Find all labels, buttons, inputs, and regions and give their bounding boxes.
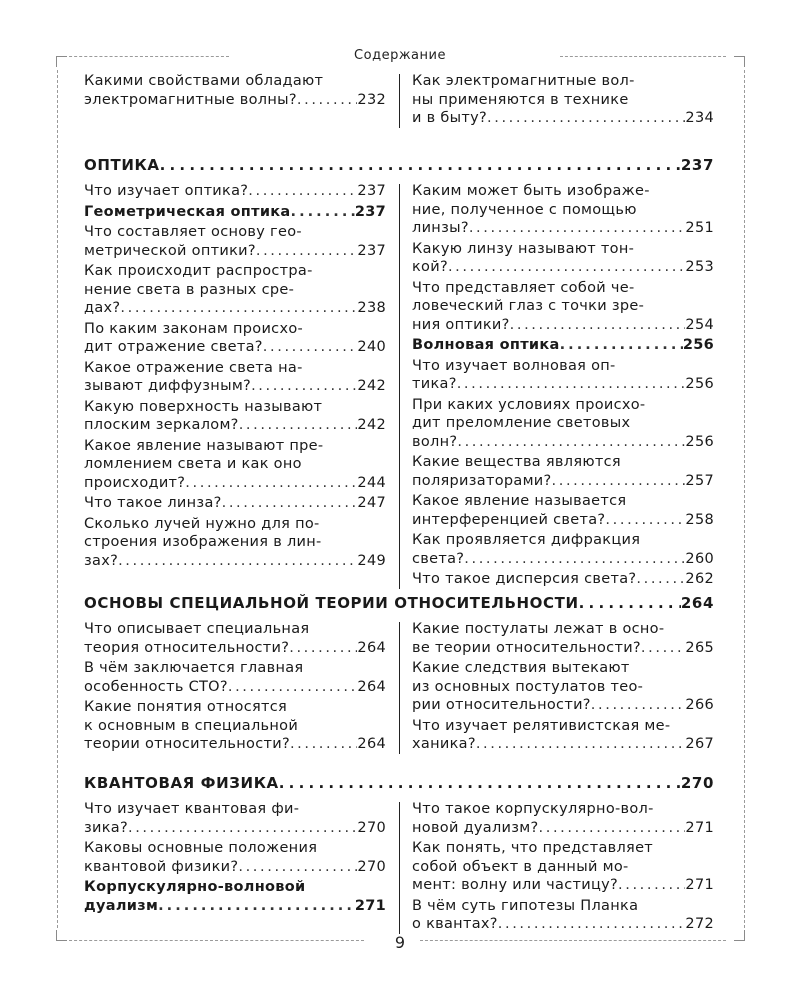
section-title: ОСНОВЫ СПЕЦИАЛЬНОЙ ТЕОРИИ ОТНОСИТЕЛЬНОСТИ bbox=[84, 594, 579, 612]
entry-text-line: Что изучает оптика? bbox=[84, 183, 249, 199]
leader-dots bbox=[279, 774, 681, 792]
toc-entry[interactable] bbox=[84, 515, 386, 571]
leader-dots bbox=[158, 897, 355, 916]
entry-text-line: Какие постулаты лежат в осно- bbox=[412, 621, 665, 637]
entry-last-line bbox=[412, 511, 714, 530]
toc-column-right bbox=[412, 182, 714, 591]
leader-dots bbox=[238, 858, 357, 877]
entry-last-line bbox=[84, 858, 386, 877]
toc-section-relativity bbox=[84, 594, 714, 756]
entry-page-number: 266 bbox=[685, 697, 714, 713]
entry-text-line: Какие понятия относятся bbox=[84, 699, 288, 715]
leader-dots bbox=[128, 819, 357, 838]
column-divider bbox=[399, 184, 400, 589]
toc-entry[interactable] bbox=[84, 223, 386, 260]
leader-dots bbox=[160, 156, 681, 174]
entry-last-line bbox=[84, 299, 386, 318]
entry-text-line: электромагнитные волны? bbox=[84, 91, 297, 108]
column-divider bbox=[399, 622, 400, 754]
entry-text-line: новой дуализм? bbox=[412, 819, 539, 836]
entry-page-number: 256 bbox=[682, 337, 714, 353]
entry-last-line bbox=[84, 242, 386, 261]
leader-dots bbox=[539, 819, 686, 838]
toc-entry[interactable] bbox=[84, 72, 386, 109]
leader-dots bbox=[591, 696, 686, 715]
entry-text-line: Что такое дисперсия света? bbox=[412, 571, 637, 587]
toc-entry[interactable] bbox=[84, 659, 386, 696]
entry-text-line: происходит? bbox=[84, 474, 186, 491]
entry-text-line: квантовой физики? bbox=[84, 858, 239, 875]
entry-last-line bbox=[412, 696, 714, 715]
entry-last-line bbox=[412, 819, 714, 838]
section-heading[interactable] bbox=[84, 774, 714, 792]
entry-text-line: Что такое корпускулярно-вол- bbox=[412, 801, 654, 817]
entry-page-number: 271 bbox=[685, 819, 714, 836]
toc-entry[interactable] bbox=[412, 570, 714, 589]
toc-entry[interactable] bbox=[84, 839, 386, 876]
entry-last-line bbox=[84, 735, 386, 754]
entry-text-line: ломлением света и как оно bbox=[84, 456, 302, 472]
entry-page-number: 244 bbox=[357, 474, 386, 491]
entry-last-line bbox=[84, 639, 386, 658]
entry-last-line bbox=[84, 897, 386, 916]
entry-last-line bbox=[412, 570, 714, 589]
entry-page-number: 237 bbox=[357, 183, 386, 199]
section-title: ОПТИКА bbox=[84, 156, 160, 174]
entry-text-line: из основных постулатов тео- bbox=[412, 678, 644, 695]
toc-entry[interactable] bbox=[412, 182, 714, 238]
entry-text-line: кой? bbox=[412, 259, 448, 275]
entry-last-line bbox=[412, 550, 714, 569]
entry-text-line: Какое отражение света на- bbox=[84, 359, 303, 376]
entry-text-line: Что описывает специальная bbox=[84, 621, 310, 637]
toc-entry[interactable] bbox=[412, 800, 714, 837]
page-number: 9 bbox=[394, 933, 406, 952]
entry-text-line: По каким законам происхо- bbox=[84, 320, 304, 337]
entry-text-line: ханика? bbox=[412, 736, 476, 752]
leader-dots bbox=[118, 552, 357, 571]
entry-text-line: Как электромагнитные вол- bbox=[412, 73, 635, 89]
leader-dots bbox=[290, 735, 357, 754]
toc-entry[interactable] bbox=[412, 717, 714, 754]
toc-entry[interactable] bbox=[412, 72, 714, 128]
toc-entry[interactable] bbox=[84, 800, 386, 837]
leader-dots bbox=[228, 678, 358, 697]
entry-page-number: 264 bbox=[357, 678, 386, 695]
toc-entry[interactable] bbox=[412, 659, 714, 715]
leader-dots bbox=[291, 203, 355, 222]
toc-entry[interactable] bbox=[412, 839, 714, 895]
entry-text-line: особенность СТО? bbox=[84, 678, 228, 695]
entry-text-line: Какие вещества являются bbox=[412, 454, 621, 470]
leader-dots bbox=[222, 494, 358, 513]
entry-text-line: Как понять, что представляет bbox=[412, 840, 654, 856]
toc-subsection-entry[interactable] bbox=[412, 336, 714, 355]
entry-last-line bbox=[412, 735, 714, 754]
entry-text-line: зика? bbox=[84, 819, 128, 836]
entry-text-line: поляризаторами? bbox=[412, 472, 552, 489]
entry-text-line: Как происходит распростра- bbox=[84, 263, 313, 279]
toc-column-right bbox=[412, 800, 714, 936]
leader-dots bbox=[618, 876, 685, 895]
entry-text-line: ны применяются в технике bbox=[412, 91, 629, 108]
entry-last-line bbox=[84, 552, 386, 571]
entry-page-number: 272 bbox=[685, 916, 714, 932]
entry-text-line: При каких условиях происхо- bbox=[412, 396, 646, 413]
entry-last-line bbox=[412, 316, 714, 335]
entry-text-line: ловеческий глаз с точки зре- bbox=[412, 298, 645, 314]
toc-columns bbox=[84, 620, 714, 756]
entry-page-number: 257 bbox=[685, 472, 714, 489]
entry-last-line bbox=[412, 639, 714, 658]
entry-last-line bbox=[84, 182, 386, 201]
entry-last-line bbox=[412, 336, 714, 355]
section-page: 264 bbox=[680, 594, 714, 612]
entry-page-number: 270 bbox=[357, 819, 386, 836]
leader-dots bbox=[469, 219, 686, 238]
toc-entry[interactable] bbox=[84, 698, 386, 754]
entry-text-line: линзы? bbox=[412, 220, 469, 236]
entry-page-number: 265 bbox=[685, 639, 714, 656]
entry-text-line: Что изучает релятивистская ме- bbox=[412, 717, 671, 734]
leader-dots bbox=[605, 511, 685, 530]
column-divider bbox=[399, 802, 400, 934]
entry-text-line: тика? bbox=[412, 376, 457, 392]
entry-text-line: Какую линзу называют тон- bbox=[412, 240, 635, 257]
toc-entry[interactable] bbox=[84, 359, 386, 396]
entry-page-number: 260 bbox=[685, 550, 714, 567]
entry-text-line: и в быту? bbox=[412, 110, 488, 126]
frame-right-rule bbox=[744, 70, 745, 928]
toc-entry[interactable] bbox=[84, 182, 386, 201]
entry-text-line: Что представляет собой че- bbox=[412, 279, 635, 296]
toc-entry[interactable] bbox=[84, 398, 386, 435]
toc-entry[interactable] bbox=[412, 357, 714, 394]
leader-dots bbox=[239, 416, 358, 435]
entry-last-line bbox=[412, 375, 714, 394]
entry-text-line: Какое явление называют пре- bbox=[84, 437, 324, 454]
entry-last-line bbox=[412, 109, 714, 128]
entry-page-number: 253 bbox=[685, 259, 714, 275]
toc-subsection-entry[interactable] bbox=[84, 203, 386, 222]
entry-page-number: 264 bbox=[357, 639, 386, 656]
entry-last-line bbox=[84, 474, 386, 493]
entry-page-number: 264 bbox=[357, 736, 386, 752]
entry-text-line: Какое явление называется bbox=[412, 493, 627, 509]
toc-entry[interactable] bbox=[412, 453, 714, 490]
toc-column-right bbox=[412, 72, 714, 130]
entry-text-line: ния оптики? bbox=[412, 316, 510, 333]
leader-dots bbox=[263, 338, 358, 357]
entry-page-number: 267 bbox=[685, 736, 714, 752]
leader-dots bbox=[251, 377, 357, 396]
toc-entry[interactable] bbox=[412, 492, 714, 529]
entry-page-number: 270 bbox=[357, 858, 386, 875]
leader-dots bbox=[636, 570, 685, 589]
section-title: КВАНТОВАЯ ФИЗИКА bbox=[84, 774, 279, 792]
entry-text-line: теории относительности? bbox=[84, 736, 290, 752]
entry-last-line bbox=[84, 416, 386, 435]
entry-page-number: 256 bbox=[685, 376, 714, 392]
toc-entry[interactable] bbox=[84, 320, 386, 357]
entry-text-line: нение света в разных сре- bbox=[84, 281, 295, 298]
leader-dots bbox=[256, 242, 358, 261]
section-page: 270 bbox=[680, 774, 714, 792]
entry-last-line bbox=[84, 678, 386, 697]
toc-section-quantum bbox=[84, 774, 714, 936]
entry-text-line: Какую поверхность называют bbox=[84, 398, 323, 415]
leader-dots bbox=[560, 336, 683, 355]
entry-last-line bbox=[412, 219, 714, 238]
toc-entry[interactable] bbox=[84, 262, 386, 318]
entry-text-line: света? bbox=[412, 550, 465, 567]
entry-text-line: Как проявляется дифракция bbox=[412, 532, 641, 548]
entry-page-number: 256 bbox=[685, 433, 714, 450]
leader-dots bbox=[248, 182, 357, 201]
entry-text-line: волн? bbox=[412, 433, 458, 450]
leader-dots bbox=[185, 474, 357, 493]
section-heading[interactable] bbox=[84, 156, 714, 174]
toc-entry[interactable] bbox=[84, 437, 386, 493]
entry-last-line bbox=[84, 91, 386, 110]
toc-columns bbox=[84, 182, 714, 591]
entry-last-line bbox=[84, 338, 386, 357]
leader-dots bbox=[579, 594, 681, 612]
entry-text-line: зах? bbox=[84, 552, 119, 569]
entry-page-number: 271 bbox=[685, 877, 714, 893]
entry-page-number: 247 bbox=[357, 495, 386, 511]
entry-text-line: Корпускулярно-волновой bbox=[84, 879, 306, 895]
entry-last-line bbox=[412, 258, 714, 277]
leader-dots bbox=[641, 639, 686, 658]
toc-column-left bbox=[84, 620, 386, 756]
entry-text-line: Что изучает волновая оп- bbox=[412, 357, 616, 374]
entry-page-number: 237 bbox=[357, 242, 386, 259]
entry-page-number: 238 bbox=[357, 300, 386, 316]
entry-page-number: 271 bbox=[354, 897, 386, 914]
entry-text-line: Геометрическая оптика bbox=[84, 203, 291, 220]
entry-page-number: 249 bbox=[357, 552, 386, 569]
entry-text-line: Волновая оптика bbox=[412, 337, 560, 353]
leader-dots bbox=[457, 433, 685, 452]
frame-left-rule bbox=[57, 70, 58, 928]
leader-dots bbox=[476, 735, 686, 754]
toc-entry[interactable] bbox=[412, 531, 714, 568]
entry-text-line: дах? bbox=[84, 300, 121, 316]
leader-dots bbox=[552, 472, 686, 491]
entry-text-line: Каким может быть изображе- bbox=[412, 183, 650, 199]
toc-column-left bbox=[84, 800, 386, 936]
toc-entry[interactable] bbox=[412, 279, 714, 335]
entry-page-number: 232 bbox=[357, 91, 386, 108]
leader-dots bbox=[464, 550, 685, 569]
entry-text-line: о квантах? bbox=[412, 916, 498, 932]
toc-entry[interactable] bbox=[412, 897, 714, 934]
leader-dots bbox=[297, 91, 358, 110]
toc-columns bbox=[84, 800, 714, 936]
entry-page-number: 254 bbox=[685, 316, 714, 333]
leader-dots bbox=[120, 299, 357, 318]
entry-last-line bbox=[84, 203, 386, 222]
entry-last-line bbox=[84, 494, 386, 513]
entry-text-line: Что составляет основу гео- bbox=[84, 224, 302, 240]
leader-dots bbox=[498, 915, 686, 934]
entry-last-line bbox=[84, 377, 386, 396]
toc-columns-top bbox=[84, 72, 714, 130]
section-heading[interactable] bbox=[84, 594, 714, 612]
entry-text-line: теория относительности? bbox=[84, 639, 290, 656]
leader-dots bbox=[487, 109, 685, 128]
toc-entry[interactable] bbox=[84, 494, 386, 513]
toc-subsection-entry[interactable] bbox=[84, 878, 386, 915]
toc-column-left bbox=[84, 72, 386, 130]
entry-text-line: Какие следствия вытекают bbox=[412, 660, 630, 676]
entry-text-line: В чём заключается главная bbox=[84, 660, 304, 676]
toc-entry[interactable] bbox=[412, 396, 714, 452]
entry-text-line: дит преломление световых bbox=[412, 415, 631, 431]
entry-text-line: зывают диффузным? bbox=[84, 378, 252, 394]
toc-column-right bbox=[412, 620, 714, 756]
section-page: 237 bbox=[680, 156, 714, 174]
toc-block-top bbox=[84, 72, 714, 130]
entry-text-line: ние, полученное с помощью bbox=[412, 201, 637, 218]
entry-page-number: 237 bbox=[354, 203, 386, 220]
entry-text-line: строения изображения в лин- bbox=[84, 534, 322, 550]
entry-last-line bbox=[412, 433, 714, 452]
entry-text-line: рии относительности? bbox=[412, 697, 591, 713]
running-head: Содержание bbox=[354, 48, 446, 63]
entry-page-number: 251 bbox=[685, 220, 714, 236]
entry-page-number: 234 bbox=[685, 110, 714, 126]
entry-text-line: ве теории относительности? bbox=[412, 639, 641, 656]
entry-text-line: Что такое линза? bbox=[84, 495, 222, 511]
entry-text-line: дит отражение света? bbox=[84, 339, 263, 355]
leader-dots bbox=[289, 639, 357, 658]
entry-text-line: Что изучает квантовая фи- bbox=[84, 801, 300, 817]
entry-text-line: Каковы основные положения bbox=[84, 840, 318, 856]
column-divider bbox=[399, 74, 400, 128]
entry-last-line bbox=[412, 472, 714, 491]
entry-text-line: плоским зеркалом? bbox=[84, 417, 239, 433]
entry-text-line: мент: волну или частицу? bbox=[412, 877, 619, 893]
entry-page-number: 262 bbox=[685, 571, 714, 587]
entry-last-line bbox=[412, 915, 714, 934]
leader-dots bbox=[457, 375, 686, 394]
entry-text-line: метрической оптики? bbox=[84, 242, 256, 259]
leader-dots bbox=[448, 258, 685, 277]
entry-text-line: В чём суть гипотезы Планка bbox=[412, 897, 639, 914]
entry-text-line: к основным в специальной bbox=[84, 717, 299, 734]
toc-entry[interactable] bbox=[412, 240, 714, 277]
toc-column-left bbox=[84, 182, 386, 591]
entry-text-line: Какими свойствами обладают bbox=[84, 73, 324, 89]
entry-page-number: 240 bbox=[357, 339, 386, 355]
entry-page-number: 242 bbox=[357, 378, 386, 394]
entry-text-line: дуализм bbox=[84, 897, 159, 914]
entry-page-number: 242 bbox=[357, 417, 386, 433]
toc-section-optics bbox=[84, 156, 714, 591]
entry-last-line bbox=[84, 819, 386, 838]
entry-text-line: интерференцией света? bbox=[412, 511, 606, 528]
entry-text-line: собой объект в данный мо- bbox=[412, 858, 629, 875]
toc-entry[interactable] bbox=[84, 620, 386, 657]
entry-last-line bbox=[412, 876, 714, 895]
toc-entry[interactable] bbox=[412, 620, 714, 657]
entry-text-line: Сколько лучей нужно для по- bbox=[84, 515, 320, 532]
leader-dots bbox=[510, 316, 686, 335]
entry-page-number: 258 bbox=[685, 511, 714, 528]
